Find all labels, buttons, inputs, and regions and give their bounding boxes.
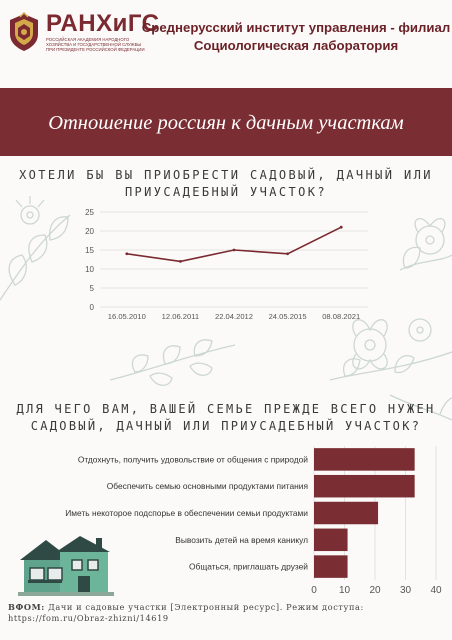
source-label: ВФОМ: <box>8 602 45 612</box>
question1-line1: ХОТЕЛИ БЫ ВЫ ПРИОБРЕСТИ САДОВЫЙ, ДАЧНЫЙ ИЛИ <box>19 168 433 182</box>
data-point <box>286 252 289 255</box>
category-label: Вывозить детей на время каникул <box>175 534 308 545</box>
y-tick-label: 5 <box>89 284 94 293</box>
x-tick-label: 24.05.2015 <box>268 312 307 321</box>
data-point <box>125 252 128 255</box>
bar <box>314 529 348 552</box>
x-tick-label: 12.06.2011 <box>161 312 200 321</box>
y-tick-label: 20 <box>85 227 94 236</box>
y-tick-label: 15 <box>85 246 94 255</box>
category-label: Иметь некоторое подспорье в обеспечении семьи продуктами <box>65 508 308 518</box>
bar <box>314 448 415 471</box>
series-line <box>127 227 341 261</box>
line-chart <box>85 208 368 321</box>
x-tick-label: 30 <box>399 585 412 596</box>
bar <box>314 475 415 498</box>
x-tick-label: 08.08.2021 <box>322 312 361 321</box>
bar <box>314 555 348 578</box>
source-footer <box>8 602 448 624</box>
data-point <box>179 260 182 263</box>
data-point <box>233 249 236 252</box>
data-point <box>340 226 343 229</box>
question2-line1: ДЛЯ ЧЕГО ВАМ, ВАШЕЙ СЕМЬЕ ПРЕЖДЕ ВСЕГО НУЖЕН <box>16 402 436 416</box>
y-tick-label: 0 <box>89 303 94 312</box>
logo-subtitle: РОССИЙСКАЯ АКАДЕМИЯ НАРОДНОГО ХОЗЯЙСТВА И ГОСУДАРСТВЕННОЙ СЛУЖБЫ ПРИ ПРЕЗИДЕНТЕ РОССИЙСКОЙ ФЕДЕРАЦИИ <box>46 37 145 53</box>
question1-line2: ПРИУСАДЕБНЫЙ УЧАСТОК? <box>124 185 328 199</box>
y-tick-label: 25 <box>85 208 94 217</box>
bar <box>314 502 378 525</box>
logo-name: РАНХиГС <box>46 10 160 37</box>
category-label: Общаться, приглашать друзей <box>189 561 308 572</box>
laboratory-name: Социологическая лаборатория <box>193 38 399 53</box>
x-tick-label: 22.04.2012 <box>214 312 254 321</box>
source-text: Дачи и садовые участки [Электронный ресурс]. Режим доступа: https://fom.ru/Obraz-zhizni/14619 <box>8 602 364 623</box>
page-title: Отношение россиян к дачным участкам <box>48 112 404 134</box>
question2-line2: САДОВЫЙ, ДАЧНЫЙ ИЛИ ПРИУСАДЕБНЫЙ УЧАСТОК? <box>30 419 422 433</box>
x-tick-label: 16.05.2010 <box>107 312 146 321</box>
category-label: Обеспечить семью основными продуктами питания <box>106 481 308 492</box>
x-tick-label: 20 <box>369 585 381 596</box>
bar-chart <box>65 446 442 596</box>
institute-name: Среднерусский институт управления - филиал <box>141 20 451 35</box>
x-tick-label: 40 <box>430 585 442 596</box>
x-tick-label: 10 <box>338 585 351 596</box>
x-tick-label: 0 <box>311 585 317 596</box>
category-label: Отдохнуть, получить удовольствие от общения с природой <box>77 454 308 465</box>
y-tick-label: 10 <box>85 265 94 274</box>
